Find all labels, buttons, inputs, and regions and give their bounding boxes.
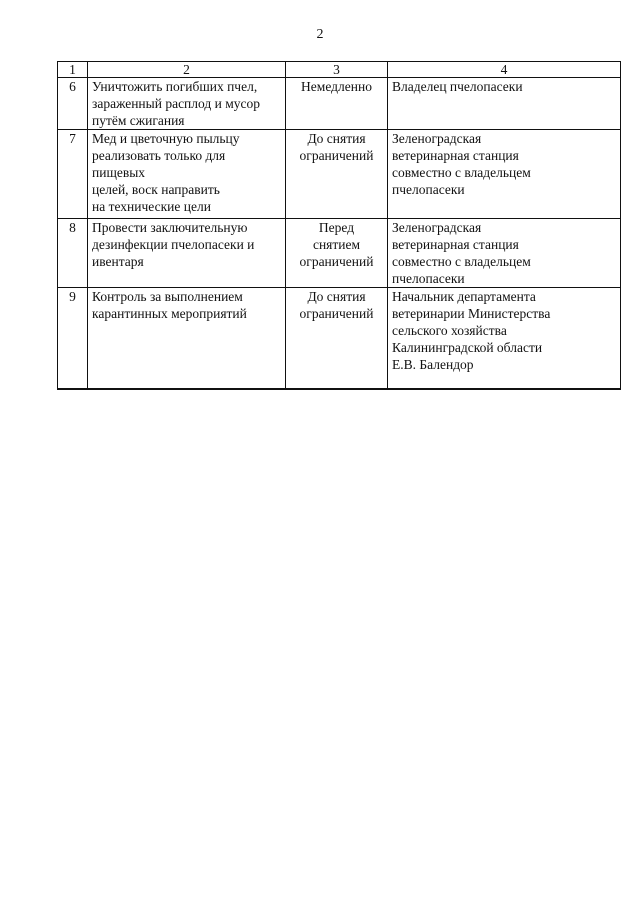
action-line: путём сжигания bbox=[92, 113, 185, 128]
table-header-row bbox=[58, 62, 621, 78]
term-cell bbox=[286, 219, 388, 288]
table-row bbox=[58, 130, 621, 219]
term-line: До снятия bbox=[307, 289, 366, 304]
term-line: До снятия bbox=[307, 131, 366, 146]
responsible-line: Зеленоградская bbox=[392, 220, 482, 235]
term-line: ограничений bbox=[299, 306, 374, 321]
action-line: ивентаря bbox=[92, 254, 144, 269]
table-row bbox=[58, 78, 621, 130]
responsible-line: Зеленоградская bbox=[392, 131, 482, 146]
action-cell bbox=[88, 78, 286, 130]
responsible-line: Владелец пчелопасеки bbox=[392, 79, 523, 94]
responsible-line: совместно с владельцем bbox=[392, 254, 531, 269]
responsible-line: Начальник департамента bbox=[392, 289, 536, 304]
measures-table bbox=[57, 61, 621, 390]
header-col-3: 3 bbox=[286, 62, 388, 78]
responsible-line: пчелопасеки bbox=[392, 271, 465, 286]
responsible-cell bbox=[388, 219, 621, 288]
responsible-line: Е.В. Балендор bbox=[392, 357, 474, 372]
action-line: целей, воск направить bbox=[92, 182, 220, 197]
action-line: зараженный расплод и мусор bbox=[92, 96, 261, 111]
term-line: Немедленно bbox=[301, 79, 372, 94]
row-number: 9 bbox=[58, 288, 88, 390]
responsible-line: ветеринарная станция bbox=[392, 148, 519, 163]
action-line: Провести заключительную bbox=[92, 220, 248, 235]
responsible-cell bbox=[388, 78, 621, 130]
responsible-line: сельского хозяйства bbox=[392, 323, 507, 338]
responsible-line: ветеринарии Министерства bbox=[392, 306, 551, 321]
action-line: Контроль за выполнением bbox=[92, 289, 243, 304]
row-number: 6 bbox=[58, 78, 88, 130]
action-cell bbox=[88, 130, 286, 219]
action-cell bbox=[88, 219, 286, 288]
table-row bbox=[58, 288, 621, 390]
header-col-1: 1 bbox=[58, 62, 88, 78]
term-line: ограничений bbox=[299, 254, 374, 269]
responsible-line: пчелопасеки bbox=[392, 182, 465, 197]
action-cell bbox=[88, 288, 286, 390]
header-col-2: 2 bbox=[88, 62, 286, 78]
responsible-line: Калининградской области bbox=[392, 340, 543, 355]
responsible-line: совместно с владельцем bbox=[392, 165, 531, 180]
page-number: 2 bbox=[316, 27, 324, 42]
action-line: пищевых bbox=[92, 165, 146, 180]
action-line: карантинных мероприятий bbox=[92, 306, 247, 321]
responsible-line: ветеринарная станция bbox=[392, 237, 519, 252]
term-cell bbox=[286, 78, 388, 130]
term-cell bbox=[286, 288, 388, 390]
action-line: реализовать только для bbox=[92, 148, 226, 163]
term-cell bbox=[286, 130, 388, 219]
responsible-cell bbox=[388, 288, 621, 390]
action-line: на технические цели bbox=[92, 199, 211, 214]
table-row bbox=[58, 219, 621, 288]
term-line: ограничений bbox=[299, 148, 374, 163]
action-line: Мед и цветочную пыльцу bbox=[92, 131, 240, 146]
action-line: дезинфекции пчелопасеки и bbox=[92, 237, 255, 252]
term-line: снятием bbox=[312, 237, 361, 252]
row-number: 7 bbox=[58, 130, 88, 219]
row-number: 8 bbox=[58, 219, 88, 288]
action-line: Уничтожить погибших пчел, bbox=[92, 79, 258, 94]
responsible-cell bbox=[388, 130, 621, 219]
term-line: Перед bbox=[318, 220, 355, 235]
header-col-4: 4 bbox=[388, 62, 621, 78]
